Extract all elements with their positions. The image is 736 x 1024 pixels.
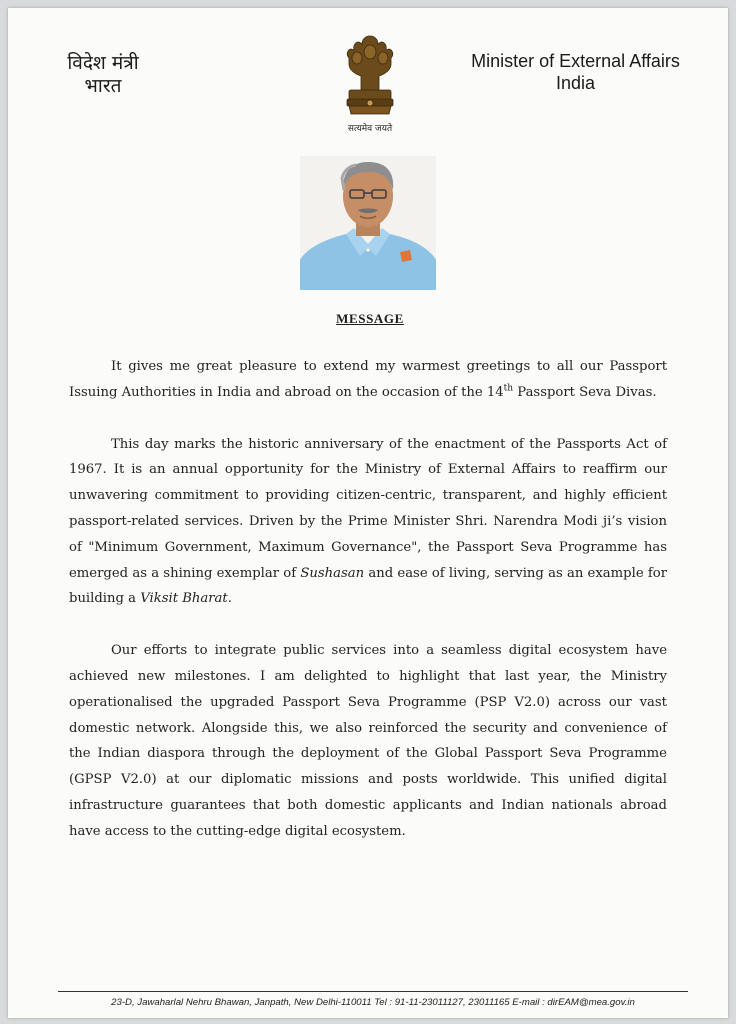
paragraph-2 [69,432,667,613]
minister-portrait [300,156,436,290]
paragraph-1-text: It gives me great pleasure to extend my warmest greetings to all our Passport Issuing Authorities in India and abroad on the occasion of the 14 [69,359,667,400]
english-title [453,50,698,94]
hindi-title-line1: विदेश मंत्री [67,52,139,74]
english-title-line2: India [555,73,596,93]
footer-address: 23-D, Jawaharlal Nehru Bhawan, Janpath, New Delhi-110011 Tel : 91-11-23011127, 23011165 E-mail : dirEAM@mea.gov.in [111,997,635,1008]
paragraph-3: Our efforts to integrate public services into a seamless digital ecosystem have achieved new milestones. I am delighted to highlight that last year, the Ministry operationalised the upgraded Passport Seva Programme (PSP V2.0) across our vast domestic network. Alongside this, we also reinforced the security and convenience of the Indian diaspora through the deployment of the Global Passport Seva Programme (GPSP V2.0) at our diplomatic missions and posts worldwide. This unified digital infrastructure guarantees that both domestic applicants and Indian nationals abroad have access to the cutting-edge digital ecosystem. [69,643,667,839]
emblem-motto: सत्यमेव जयते [347,124,393,134]
paragraph-2-text-mid: and ease of living, serving as an example for building a [69,565,667,607]
paragraph-1-text-end: Passport Seva Divas. [513,384,657,400]
hindi-title-line2: भारत [84,75,122,97]
message-body [69,354,667,845]
hindi-title [48,52,158,98]
state-emblem-icon [335,32,405,124]
message-heading: MESSAGE [336,311,404,326]
ordinal-suffix: th [503,383,514,394]
english-title-line1: Minister of External Affairs [471,51,680,71]
sushasan-term: Sushasan [300,565,365,581]
paragraph-2-text: This day marks the historic anniversary of the enactment of the Passports Act of 1967. It is an annual opportunity for the Ministry of External Affairs to reaffirm our unwavering commitment to providing citizen-centric, transparent, and highly efficient passport-related services. Driven by the Prime Minister Shri. Narendra Modi ji’s vision of "Minimum Government, Maximum Governance", the Passport Seva Programme has emerged as a shining exemplar of [69,436,667,581]
paragraph-1 [69,354,667,406]
viksit-bharat-term: Viksit Bharat. [140,591,232,607]
letterhead-page [8,8,728,1018]
footer-divider [58,991,688,992]
